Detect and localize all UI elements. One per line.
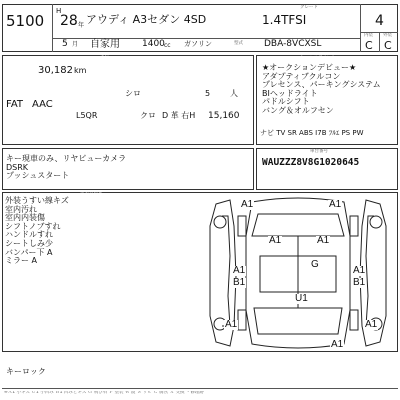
damage-mark: A1	[331, 339, 344, 350]
exterior-caption: 外装	[383, 33, 392, 38]
sales-point-item: バング＆オルフセン	[262, 105, 334, 115]
feature-item: DSRK	[6, 162, 29, 172]
seats-value: 5	[205, 89, 211, 98]
era-label: H	[56, 7, 62, 15]
shift-value: FAT	[6, 99, 24, 110]
year-unit: 年	[78, 22, 85, 29]
inspector-note: シートしみ少	[5, 238, 53, 248]
sales-point-item: プレセンス、パーキングシステム	[262, 80, 381, 90]
lot-number: 5100	[6, 12, 45, 30]
door-handle: D 革 右H	[162, 111, 196, 120]
feature-item: プッシュスタート	[6, 171, 70, 181]
damage-mark: B1	[353, 277, 366, 288]
damage-mark: A1	[241, 199, 254, 210]
damage-mark: A1	[225, 319, 238, 330]
remarks-value: キーロック	[6, 367, 46, 376]
sales-point-item: アダプティブクルコン	[262, 71, 341, 81]
color-value: シロ	[125, 89, 141, 98]
mileage-caption: 走行	[100, 56, 109, 61]
damage-mark: A1	[329, 199, 342, 210]
feature-item: キー現車のみ、リヤビューカメラ	[6, 154, 127, 163]
inspector-note: シフトノブすれ	[5, 221, 61, 231]
mileage-unit: km	[74, 66, 87, 75]
damage-mark: G	[311, 259, 319, 270]
displacement-unit: cc	[164, 42, 171, 49]
model-code: DBA-8VCXSL	[264, 39, 322, 49]
color-code: L5QR	[76, 111, 98, 120]
ac-value: AAC	[32, 99, 53, 110]
vin-frame	[256, 148, 398, 190]
trim-color: クロ	[140, 111, 156, 120]
color-caption: 色	[120, 81, 125, 86]
year-value: 28	[60, 13, 78, 29]
footer-legend: ※Ａ1 小キズ Ｕ1 小凹み Ｂ1 凹みとキズ Ｇ 飛び石 Ｐ 塗装 Ｗ 波 Ｓ サビ Ｃ 腐食 Ｘ 交換 ・修理跡	[4, 391, 204, 395]
interior-caption: 内装	[364, 33, 373, 38]
inspector-caption: 検査員報告	[80, 193, 103, 198]
month-value: 5	[62, 39, 68, 49]
maker-model: アウディ A3セダン 4SD	[86, 13, 207, 26]
vin-caption: 車台番号	[310, 149, 328, 154]
inspector-notes-list	[5, 197, 69, 266]
grade-value: 1.4TFSI	[262, 13, 307, 27]
damage-mark: U1	[295, 293, 308, 304]
remarks-caption: 備考	[90, 355, 99, 360]
notes-caption: 検査	[145, 123, 154, 128]
sales-point-caption: セールスポイント	[300, 56, 336, 61]
sales-point-item: ★オークションデビュー★	[262, 63, 357, 72]
damage-mark: A1	[269, 235, 282, 246]
inspector-note: 室内内装傷	[5, 213, 45, 223]
damage-mark: A1	[353, 265, 366, 276]
inspector-note: バンパー下 A	[5, 247, 53, 257]
damage-mark: A1	[317, 235, 330, 246]
sales-point-item: BIヘッドライト	[262, 88, 318, 98]
month-unit: 月	[72, 41, 79, 48]
sales-point-item: パドルシフト	[262, 97, 310, 107]
inspector-note: ハンドルすれ	[5, 230, 53, 240]
inspector-note: 外装うすい線キズ	[5, 196, 69, 205]
grade-caption: グレード	[300, 5, 318, 10]
equipment-row: ナビ TV SR ABS I7B ﾌﾙｴ PS PW	[260, 129, 364, 137]
interior-grade: C	[365, 39, 373, 52]
damage-mark: B1	[233, 277, 246, 288]
features-list	[6, 155, 126, 181]
score-value: 4	[375, 13, 384, 29]
fuel-value: ガソリン	[184, 40, 212, 48]
price-value: 15,160	[208, 111, 240, 121]
damage-mark: A1	[365, 319, 378, 330]
usage-value: 自家用	[90, 39, 120, 50]
damage-mark: A1	[233, 265, 246, 276]
vin-value: WAUZZZ8V8G1020645	[262, 157, 360, 168]
model-caption: 型式	[234, 41, 243, 46]
mileage-value: 30,182	[38, 65, 73, 76]
displacement-value: 1400	[142, 39, 165, 49]
inspector-note: 室内汚れ	[5, 204, 37, 214]
seats-unit: 人	[230, 89, 238, 98]
exterior-grade: C	[384, 39, 392, 52]
sales-points-list	[262, 64, 381, 116]
inspector-note: ミラー A	[5, 256, 38, 266]
